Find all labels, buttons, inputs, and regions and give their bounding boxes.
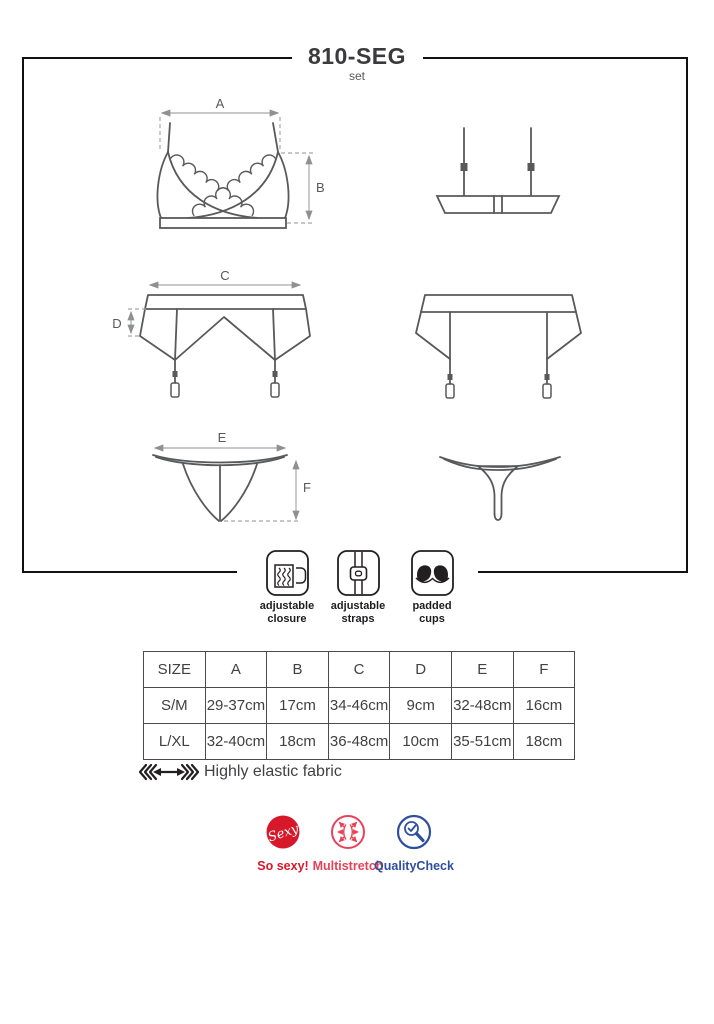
frame-border <box>23 57 687 573</box>
table-cell: 32-40cm <box>205 724 267 760</box>
padded-cups-icon <box>412 551 453 595</box>
table-cell: 18cm <box>513 724 575 760</box>
qualitycheck-badge-icon <box>398 816 430 848</box>
table-header-cell: F <box>513 652 575 688</box>
table-header-cell: A <box>205 652 267 688</box>
adjustable-closure-icon <box>267 551 308 595</box>
table-header-cell: C <box>328 652 390 688</box>
size-table <box>143 651 575 760</box>
badge-label-so-sexy: So sexy! <box>257 859 309 873</box>
feature-caption-line: adjustable <box>259 600 315 612</box>
elastic-arrow-icon <box>140 765 198 779</box>
table-header-cell: E <box>451 652 513 688</box>
feature-caption-line: straps <box>341 612 375 625</box>
table-cell: 36-48cm <box>328 724 390 760</box>
so-sexy-badge-icon <box>266 816 301 849</box>
sexy-script-text: Sexy <box>266 821 301 846</box>
garter-back-drawing <box>416 295 581 398</box>
table-cell: 16cm <box>513 688 575 724</box>
bra-front-drawing <box>157 123 288 228</box>
table-cell: 18cm <box>267 724 329 760</box>
thong-back-drawing <box>440 457 560 520</box>
feature-caption-line: closure <box>267 612 307 625</box>
elastic-fabric-note: Highly elastic fabric <box>204 763 342 780</box>
feature-caption-padded-cups <box>390 600 474 625</box>
table-cell: 9cm <box>390 688 452 724</box>
bra-front-dimensions <box>160 113 313 223</box>
table-cell: 29-37cm <box>205 688 267 724</box>
size-table-row-lxl <box>144 724 575 760</box>
table-cell: L/XL <box>144 724 206 760</box>
table-header-cell: SIZE <box>144 652 206 688</box>
dim-label-a: A <box>215 96 225 111</box>
thong-front-drawing <box>153 455 287 521</box>
multistretch-badge-icon <box>332 816 364 848</box>
table-cell: S/M <box>144 688 206 724</box>
page-subtitle: set <box>348 69 365 83</box>
feature-caption-line: adjustable <box>330 600 386 612</box>
feature-caption-adjustable-straps <box>316 600 400 625</box>
page-title: 810-SEG <box>307 43 407 69</box>
badge-label-multistretch: Multistretch <box>312 859 384 873</box>
feature-caption-line: padded <box>412 600 452 612</box>
bra-back-drawing <box>437 128 559 213</box>
table-cell: 17cm <box>267 688 329 724</box>
size-table-row-sm <box>144 688 575 724</box>
table-cell: 10cm <box>390 724 452 760</box>
dim-label-c: C <box>220 268 230 283</box>
table-cell: 35-51cm <box>451 724 513 760</box>
feature-caption-line: cups <box>419 612 445 625</box>
dim-label-e: E <box>217 430 227 445</box>
table-header-cell: D <box>390 652 452 688</box>
table-cell: 32-48cm <box>451 688 513 724</box>
table-cell: 34-46cm <box>328 688 390 724</box>
table-header-cell: B <box>267 652 329 688</box>
badge-label-qualitycheck: QualityCheck <box>374 859 454 873</box>
garter-front-drawing <box>140 295 310 397</box>
dim-label-f: F <box>303 480 311 495</box>
size-table-header-row <box>144 652 575 688</box>
dim-label-d: D <box>112 316 122 331</box>
adjustable-straps-icon <box>338 551 379 595</box>
dim-label-b: B <box>316 180 325 195</box>
